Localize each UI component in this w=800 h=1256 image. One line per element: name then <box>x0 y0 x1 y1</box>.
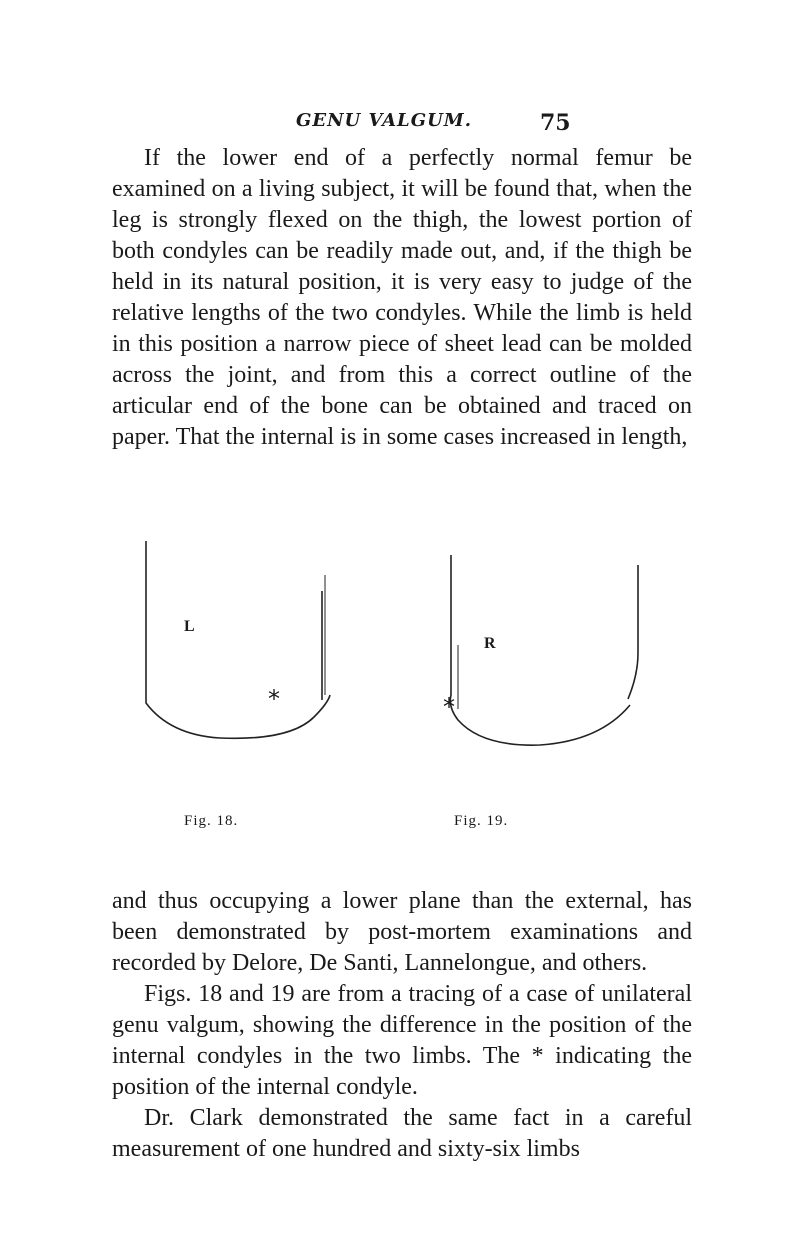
text-line: The * indicating the position of the internal condyle. <box>112 1043 692 1100</box>
fig-19-condyle-marker: * <box>443 693 455 721</box>
text-line: when the leg is strongly flexed on the thigh, the <box>112 176 693 233</box>
fig-19-letter: R <box>484 635 496 652</box>
paragraph-bottom <box>112 886 692 1165</box>
page-number: 75 <box>540 110 571 136</box>
fig-18-outline <box>146 541 330 738</box>
fig-19-caption: Fig. 19. <box>454 813 509 829</box>
paragraph-2 <box>112 886 692 979</box>
text-line: others. <box>582 950 648 976</box>
text-line: Dr. Clark demonstrated the same fact in a careful <box>144 1105 692 1131</box>
text-line: joint, and from this a correct outline of the articular <box>112 362 693 419</box>
fig-18-caption: Fig. 18. <box>184 813 239 829</box>
text-line: unilateral genu valgum, showing the difference in the <box>112 981 692 1038</box>
running-title: GENU VALGUM. <box>296 110 472 131</box>
text-line: position of the internal condyles in the two limbs. <box>112 1012 693 1069</box>
paragraph-1 <box>112 143 692 453</box>
text-line: measurement of one hundred and sixty-six limbs <box>112 1136 580 1162</box>
fig-18-outer-curve <box>146 541 330 738</box>
text-line: lowest portion of both condyles can be readily made <box>112 207 693 264</box>
text-line: examined on a living subject, it will be found that, <box>112 176 599 202</box>
text-line: has been demonstrated by post-mortem examinations <box>112 888 693 945</box>
text-line: If the lower end of a perfectly normal femur be <box>144 145 692 171</box>
paragraph-4 <box>112 1103 692 1165</box>
fig-19-side-line <box>628 565 638 699</box>
fig-18-condyle-marker: * <box>268 685 280 713</box>
condyle-tracings <box>140 535 660 845</box>
figures-18-19 <box>140 535 660 845</box>
text-line: and recorded by Delore, De Santi, Lannelongue, and <box>112 919 693 976</box>
text-line: end of the bone can be obtained and traced on paper. <box>112 393 693 450</box>
fig-19-outer-curve <box>450 555 630 745</box>
fig-19-outline <box>450 555 638 745</box>
text-line: Figs. 18 and 19 are from a tracing of a case of <box>144 981 595 1007</box>
page-header <box>0 108 800 138</box>
text-line: is very easy to judge of the relative lengths of the two <box>112 269 693 326</box>
fig-18-letter: L <box>184 618 195 635</box>
text-line: narrow piece of sheet lead can be molded across the <box>112 331 692 388</box>
text-line: out, and, if the thigh be held in its natural position, it <box>112 238 692 295</box>
text-line: and thus occupying a lower plane than the external, <box>112 888 649 914</box>
paragraph-3 <box>112 979 692 1103</box>
text-line: That the internal is in some cases increased in length, <box>175 424 688 450</box>
text-line: condyles. While the limb is held in this position a <box>112 300 693 357</box>
paragraph-top <box>112 143 692 453</box>
